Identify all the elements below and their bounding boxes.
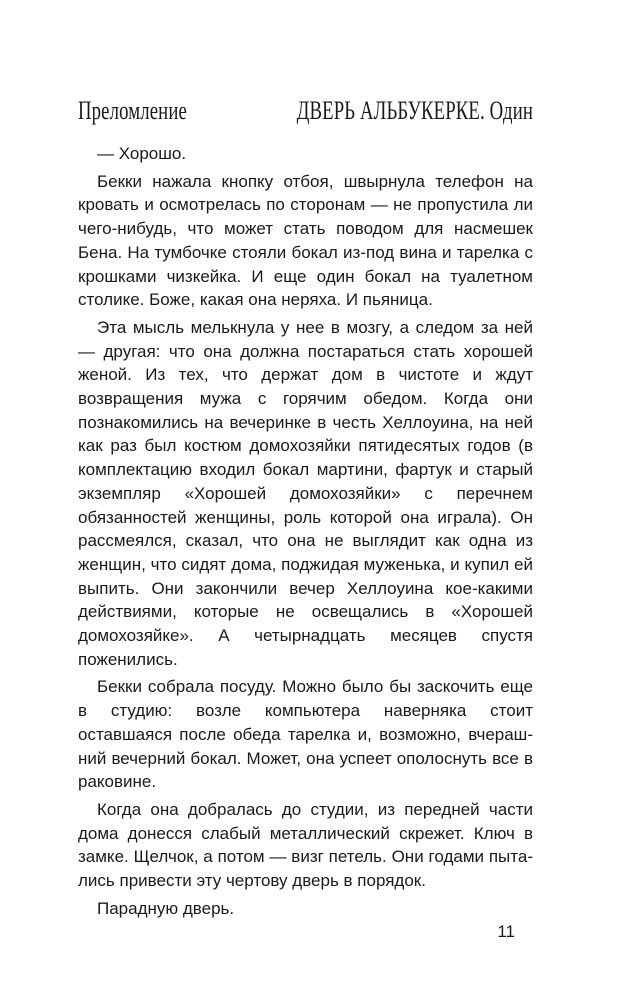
paragraph: Парадную дверь. [97,898,235,918]
running-head-right: ДВЕРЬ АЛЬБУКЕРКЕ. Один [296,96,534,125]
paragraph: Когда она добралась до студии, из передней части дома донесся слабый металлический скрежет. Ключ в замке. Щелчок, а потом — визг петель. Они годами пытались привести эту чертову дверь в порядок. [78,799,533,891]
paragraph: Бекки нажала кнопку отбоя, швырнула телефон на кровать и осмотрелась по сторонам — не пропустила ли чего-нибудь, что может стать поводом для насмешек Бена. На тумбочке стояли бокал из-под вина и тарелка с крошками чизкейка. И еще один бокал на туалетном столике. Боже, какая она неряха. И пьяница. [78,171,533,310]
paragraph: Бекки собрала посуду. Можно было бы заскочить еще в студию: возле компьютера наверняка стоит оставшаяся после обеда тарелка и, возможно, вчерашний вечерний бокал. Может, она успеет ополоснуть все в раковине. [78,677,533,792]
paragraph: Эта мысль мелькнула у нее в мозгу, а следом за ней — другая: что она должна постараться стать хорошей женой. Из тех, что держат дом в чистоте и ждут возвращения мужа с горячим обедом. Когда они познакомились на вечеринке в честь Хеллоуина, на ней как раз был костюм домохозяйки пятидесятых годов (в комплектацию входил бокал мартини, фартук и старый экземпляр «Хорошей домохозяйки» с перечнем обязанностей женщины, роль которой она играла). Он рассмеялся, сказал, что она не выглядит как одна из женщин, что сидят дома, поджидая муженька, и купил ей выпить. Они закончили вечер Хеллоуина кое-какими действиями, которые не освещались в «Хорошей домохозяйке». А четырнадцать месяцев спустя поженились. [78,317,533,669]
page-number: 11 [497,922,515,941]
running-head [78,96,533,130]
paragraph: — Хорошо. [97,144,187,163]
body-text [78,142,533,921]
running-head-left: Преломление [78,96,187,125]
